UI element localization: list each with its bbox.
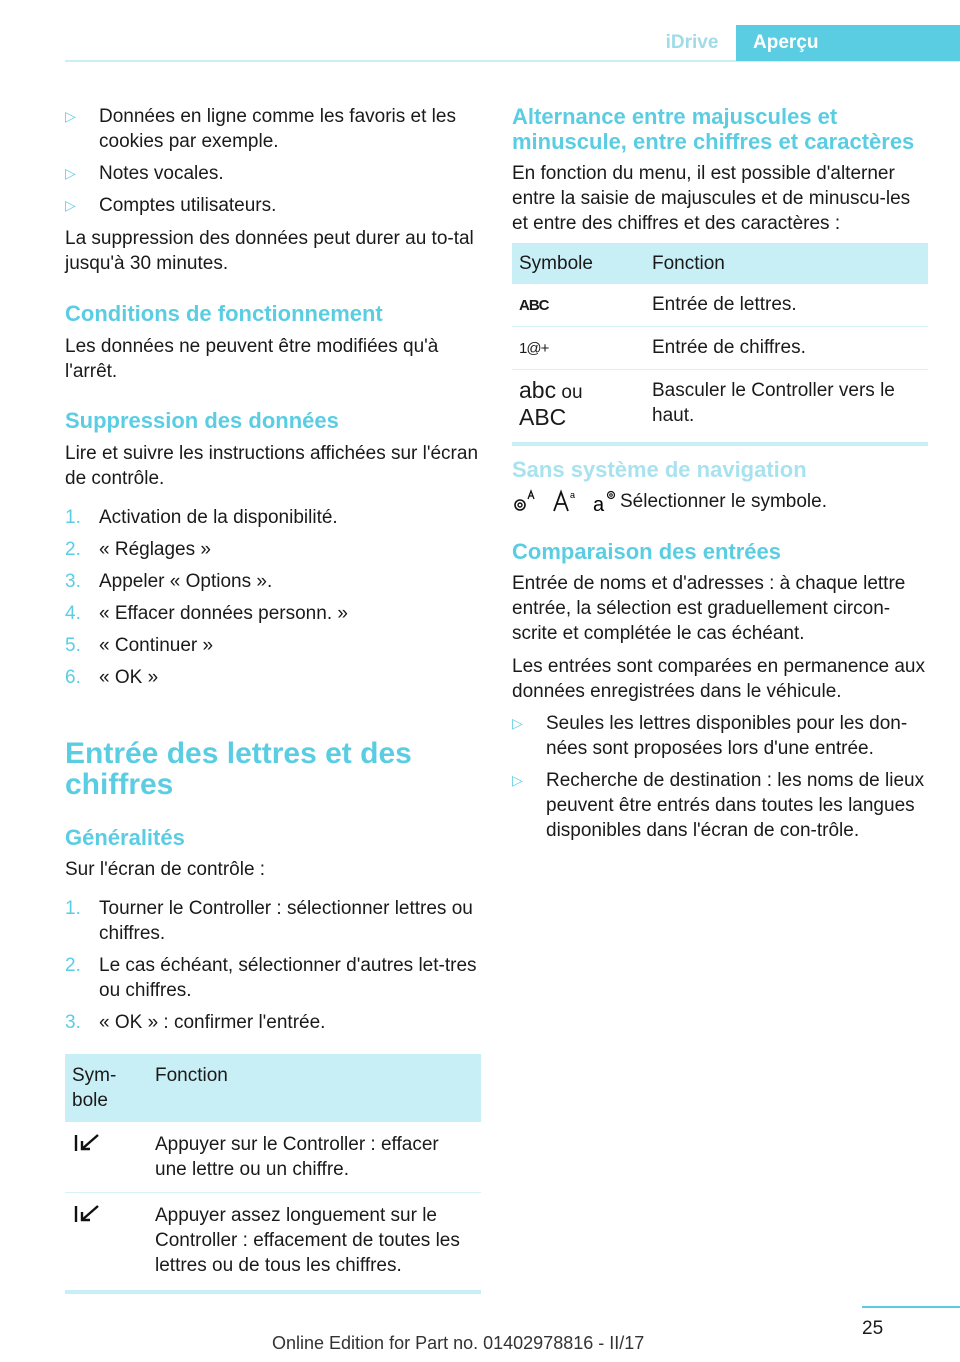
- table-cell-function: Entrée de chiffres.: [646, 327, 928, 370]
- list-item: ▷ Seules les lettres disponibles pour les don-nées sont proposées lors d'une entrée.: [512, 713, 908, 759]
- table-header-row: [512, 243, 928, 284]
- list-item: ▷ Données en ligne comme les favoris et les cookies par exemple.: [65, 106, 456, 152]
- at-letter-icon: [512, 489, 536, 513]
- upper-letter-icon: [552, 489, 578, 513]
- list-item: ▷ Recherche de destination : les noms de lieux peuvent être entrés dans toutes les langues disponibles dans l'écran de con-trôle.: [512, 770, 925, 841]
- online-data-list: [65, 104, 481, 225]
- tab-apercu[interactable]: Aperçu: [736, 25, 960, 61]
- table-cell-function: Appuyer assez longuement sur le Controller : effacement de toutes les lettres ou de tous les chiffres.: [155, 1205, 460, 1276]
- list-item: ▷ Notes vocales.: [65, 163, 224, 184]
- list-item: 3. « OK » : confirmer l'entrée.: [65, 1012, 326, 1033]
- triangle-bullet-icon: ▷: [65, 197, 76, 213]
- general-text: Sur l'écran de contrôle :: [65, 859, 266, 880]
- entry-heading: Entrée des lettres et des chiffres: [65, 737, 412, 801]
- tab-idrive[interactable]: iDrive: [665, 32, 719, 53]
- comparison-text-2: Les entrées sont comparées en permanence aux données enregistrées dans le véhicule.: [512, 656, 925, 702]
- uppercase-letters-icon: ABC: [519, 297, 549, 314]
- table-header-row: [65, 1054, 481, 1122]
- table-row: [512, 327, 928, 370]
- general-heading: Généralités: [65, 825, 185, 850]
- comparison-list: [512, 711, 930, 850]
- table-bottom-rule: [512, 442, 928, 446]
- table-cell-function: Appuyer sur le Controller : effacer une lettre ou un chiffre.: [149, 1122, 481, 1193]
- case-symbol-table: [512, 243, 928, 446]
- triangle-bullet-icon: ▷: [512, 715, 523, 731]
- suppression-heading: Suppression des données: [65, 408, 339, 433]
- table-cell-function: Basculer le Controller vers le haut.: [652, 380, 895, 426]
- suppression-steps: [65, 505, 481, 697]
- lower-letter-icon: [592, 489, 618, 513]
- svg-text:a: a: [593, 494, 605, 513]
- nav-text: Sélectionner le symbole.: [620, 491, 827, 512]
- general-steps: [65, 896, 481, 1042]
- triangle-bullet-icon: ▷: [65, 165, 76, 181]
- table-header-symbol: Symbole: [512, 243, 646, 284]
- numbers-icon: 1@+: [519, 340, 549, 357]
- table-header-function: Fonction: [646, 243, 928, 284]
- delete-all-arrow-icon: [72, 1203, 104, 1225]
- delete-symbol-table: [65, 1054, 481, 1294]
- duration-text: La suppression des données peut durer au to-tal jusqu'à 30 minutes.: [65, 228, 474, 274]
- table-bottom-rule: [65, 1290, 481, 1294]
- triangle-bullet-icon: ▷: [512, 772, 523, 788]
- alternance-heading: Alternance entre majuscules et minuscule, entre chiffres et caractères: [512, 104, 915, 154]
- table-header-symbol: Sym- bole: [65, 1054, 149, 1122]
- table-row: abc ou ABC Basculer le Controller vers le haut.: [512, 370, 928, 443]
- conditions-text: Les données ne peuvent être modifiées qu'à l'arrêt.: [65, 336, 439, 382]
- nav-symbols-row: [512, 489, 928, 515]
- table-row: [512, 284, 928, 327]
- delete-arrow-icon: [72, 1132, 104, 1154]
- comparison-heading: Comparaison des entrées: [512, 539, 781, 564]
- table-header-function: Fonction: [149, 1054, 481, 1122]
- list-item: 2. Le cas échéant, sélectionner d'autres let-tres ou chiffres.: [65, 955, 477, 1001]
- list-item: 1. Tourner le Controller : sélectionner lettres ou chiffres.: [65, 898, 473, 944]
- table-row: [65, 1122, 481, 1193]
- alternance-text: En fonction du menu, il est possible d'alterner entre la saisie de majuscules et de minuscu-les et entre des chiffres et des caractères :: [512, 163, 911, 234]
- list-item: ▷ Comptes utilisateurs.: [65, 195, 277, 216]
- list-item: 4. « Effacer données personn. »: [65, 603, 348, 624]
- lowercase-abc-icon: abc: [519, 377, 557, 403]
- uppercase-abc-icon: ABC: [519, 404, 567, 430]
- footer-rule: [862, 1306, 960, 1308]
- comparison-text-1: Entrée de noms et d'adresses : à chaque lettre entrée, la sélection est graduellement circon-scrite et complétée le cas échéant.: [512, 573, 906, 644]
- svg-text:a: a: [570, 490, 576, 500]
- list-item: 1. Activation de la disponibilité.: [65, 507, 338, 528]
- table-cell-function: Entrée de lettres.: [646, 284, 928, 327]
- list-item: 3. Appeler « Options ».: [65, 571, 273, 592]
- list-item: 2. « Réglages »: [65, 539, 211, 560]
- nav-heading: Sans système de navigation: [512, 457, 807, 482]
- conditions-heading: Conditions de fonctionnement: [65, 301, 383, 326]
- edition-text: Online Edition for Part no. 01402978816 - II/17: [272, 1333, 645, 1353]
- table-row: [65, 1193, 481, 1291]
- page-number: 25: [862, 1318, 884, 1339]
- triangle-bullet-icon: ▷: [65, 108, 76, 124]
- list-item: 5. « Continuer »: [65, 635, 214, 656]
- list-item: 6. « OK »: [65, 667, 159, 688]
- suppression-text: Lire et suivre les instructions affichées sur l'écran de contrôle.: [65, 443, 479, 489]
